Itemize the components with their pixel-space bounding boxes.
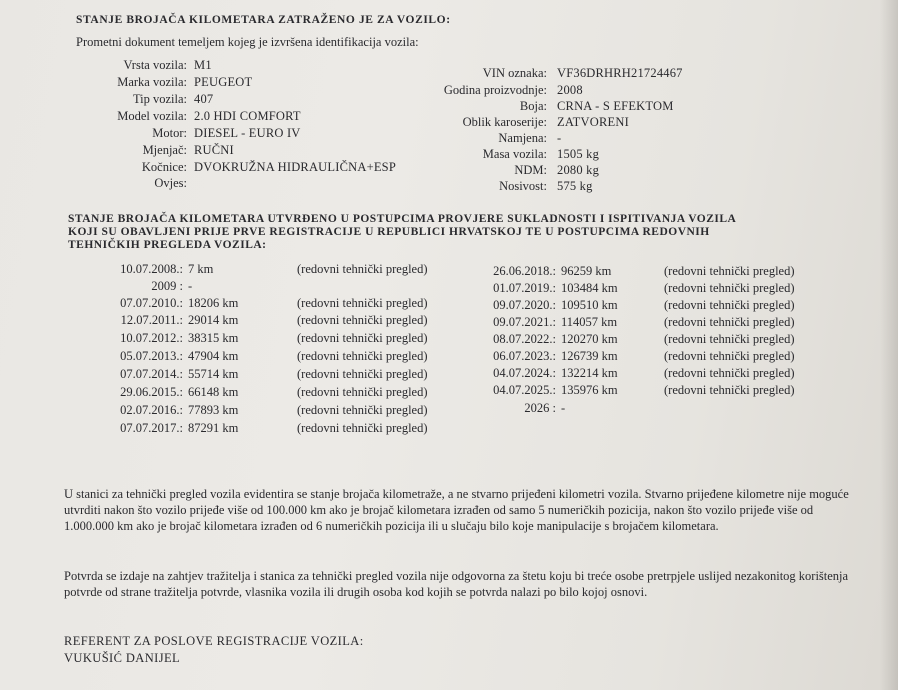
vehicle-gearbox-value: RUČNI: [194, 143, 234, 157]
reading-km: 66148 km: [188, 385, 239, 399]
reading-km: 96259 km: [561, 264, 612, 278]
ndm-label: NDM:: [514, 163, 547, 177]
body-shape-value: ZATVORENI: [557, 115, 629, 129]
reading-km: 109510 km: [561, 298, 618, 312]
vin-label: VIN oznaka:: [482, 66, 547, 80]
vehicle-gearbox-label: Mjenjač:: [142, 143, 187, 157]
reading-date: 26.06.2018.:: [493, 264, 556, 278]
reading-date: 02.07.2016.:: [120, 403, 183, 417]
reading-date: 04.07.2025.:: [493, 383, 556, 397]
reading-date: 10.07.2008.:: [120, 262, 183, 276]
vehicle-model-value: 2.0 HDI COMFORT: [194, 109, 301, 123]
reading-date: 05.07.2013.:: [120, 349, 183, 363]
reading-date: 07.07.2014.:: [120, 367, 183, 381]
page-edge-shadow: [880, 0, 898, 690]
reading-km: 87291 km: [188, 421, 239, 435]
reading-type: (redovni tehnički pregled): [297, 403, 428, 417]
body-shape-label: Oblik karoserije:: [462, 115, 547, 129]
reading-date: 2026 :: [524, 401, 556, 415]
reading-date: 12.07.2011.:: [120, 313, 183, 327]
ndm-value: 2080 kg: [557, 163, 600, 177]
reading-date: 01.07.2019.:: [493, 281, 556, 295]
purpose-label: Namjena:: [498, 131, 547, 145]
vehicle-type-label: Vrsta vozila:: [123, 58, 187, 72]
reading-date: 07.07.2010.:: [120, 296, 183, 310]
reading-km: 38315 km: [188, 331, 239, 345]
identification-subheading: Prometni dokument temeljem kojeg je izvršena identifikacija vozila:: [76, 35, 419, 49]
reading-type: (redovni tehnički pregled): [297, 367, 428, 381]
odometer-heading-line-3: TEHNIČKIH PREGLEDA VOZILA:: [68, 239, 267, 251]
payload-label: Nosivost:: [499, 179, 547, 193]
reading-type: (redovni tehnički pregled): [297, 349, 428, 363]
reading-type: (redovni tehnički pregled): [297, 262, 428, 276]
reading-date: 04.07.2024.:: [493, 366, 556, 380]
reading-km: -: [188, 279, 193, 293]
vehicle-model-label: Model vozila:: [117, 109, 187, 123]
reading-km: 7 km: [188, 262, 214, 276]
reading-date: 06.07.2023.:: [493, 349, 556, 363]
vehicle-type-value: M1: [194, 58, 212, 72]
color-label: Boja:: [519, 99, 547, 113]
color-value: CRNA - S EFEKTOM: [557, 99, 674, 113]
payload-value: 575 kg: [557, 179, 593, 193]
referent-title: REFERENT ZA POSLOVE REGISTRACIJE VOZILA:: [64, 634, 364, 648]
vehicle-make-value: PEUGEOT: [194, 75, 253, 89]
request-heading: STANJE BROJAČA KILOMETARA ZATRAŽENO JE ZA VOZILO:: [76, 14, 451, 26]
reading-date: 09.07.2021.:: [493, 315, 556, 329]
reading-km: -: [561, 401, 566, 415]
vehicle-engine-label: Motor:: [152, 126, 187, 140]
reading-type: (redovni tehnički pregled): [664, 281, 795, 295]
vehicle-brakes-label: Kočnice:: [141, 160, 187, 174]
vehicle-tip-value: 407: [194, 92, 214, 106]
reading-type: (redovni tehnički pregled): [297, 385, 428, 399]
reading-type: (redovni tehnički pregled): [297, 421, 428, 435]
reading-km: 126739 km: [561, 349, 618, 363]
vehicle-engine-value: DIESEL - EURO IV: [194, 126, 301, 140]
vehicle-suspension-label: Ovjes:: [154, 176, 187, 190]
production-year-label: Godina proizvodnje:: [443, 83, 547, 97]
odometer-heading-line-2: KOJI SU OBAVLJENI PRIJE PRVE REGISTRACIJE U REPUBLICI HRVATSKOJ TE U POSTUPCIMA REDOVNIH: [68, 226, 710, 238]
odometer-section-heading: [68, 213, 736, 252]
reading-type: (redovni tehnički pregled): [664, 366, 795, 380]
vin-value: VF36DRHRH21724467: [557, 66, 683, 80]
vehicle-make-label: Marka vozila:: [117, 75, 187, 89]
reading-km: 29014 km: [188, 313, 239, 327]
reading-km: 135976 km: [561, 383, 618, 397]
reading-type: (redovni tehnički pregled): [664, 298, 795, 312]
odometer-heading-line-1: STANJE BROJAČA KILOMETARA UTVRĐENO U POSTUPCIMA PROVJERE SUKLADNOSTI I ISPITIVANJA VOZILA: [68, 213, 737, 225]
reading-type: (redovni tehnički pregled): [297, 331, 428, 345]
reading-date: 07.07.2017.:: [120, 421, 183, 435]
reading-km: 18206 km: [188, 296, 239, 310]
reading-date: 10.07.2012.:: [120, 331, 183, 345]
referent-name: VUKUŠIĆ DANIJEL: [64, 651, 181, 665]
reading-km: 47904 km: [188, 349, 239, 363]
reading-date: 2009 :: [151, 279, 183, 293]
reading-date: 09.07.2020.:: [493, 298, 556, 312]
mass-value: 1505 kg: [557, 147, 600, 161]
reading-km: 114057 km: [561, 315, 618, 329]
odometer-disclaimer-paragraph: U stanici za tehnički pregled vozila evidentira se stanje brojača kilometraže, a ne stvarno prijeđeni kilometri vozila. Stvarno prijeđene kilometre nije moguće utvrditi nakon što vozilo prijeđe više od 100.000 km ako je brojač kilometara izrađen od samo 5 numeričkih pozicija, nakon što vozilo prijeđe više od 1.000.000 km ako je brojač kilometara izrađen od 6 numeričkih pozicija ili u slučaju bilo koje manipulacije s brojačem kilometara.: [64, 487, 849, 533]
reading-km: 103484 km: [561, 281, 618, 295]
production-year-value: 2008: [557, 83, 583, 97]
reading-km: 132214 km: [561, 366, 618, 380]
reading-type: (redovni tehnički pregled): [664, 383, 795, 397]
vehicle-brakes-value: DVOKRUŽNA HIDRAULIČNA+ESP: [194, 160, 396, 174]
reading-date: 29.06.2015.:: [120, 385, 183, 399]
reading-km: 120270 km: [561, 332, 618, 346]
liability-paragraph: Potvrda se izdaje na zahtjev tražitelja i stanica za tehnički pregled vozila nije odgovorna za štetu koju bi treće osobe pretrpjele uslijed nezakonitog korištenja potvrde od strane tražitelja potvrde, vlasnika vozila ili drugih osoba kod kojih se potvrda nalazi po bilo kojoj osnovi.: [64, 569, 849, 599]
reading-date: 08.07.2022.:: [493, 332, 556, 346]
reading-type: (redovni tehnički pregled): [297, 313, 428, 327]
reading-km: 77893 km: [188, 403, 239, 417]
purpose-value: -: [557, 131, 562, 145]
reading-type: (redovni tehnički pregled): [664, 264, 795, 278]
reading-type: (redovni tehnički pregled): [664, 332, 795, 346]
mass-label: Masa vozila:: [482, 147, 547, 161]
reading-type: (redovni tehnički pregled): [664, 315, 795, 329]
reading-type: (redovni tehnički pregled): [297, 296, 428, 310]
reading-km: 55714 km: [188, 367, 239, 381]
vehicle-tip-label: Tip vozila:: [132, 92, 187, 106]
reading-type: (redovni tehnički pregled): [664, 349, 795, 363]
